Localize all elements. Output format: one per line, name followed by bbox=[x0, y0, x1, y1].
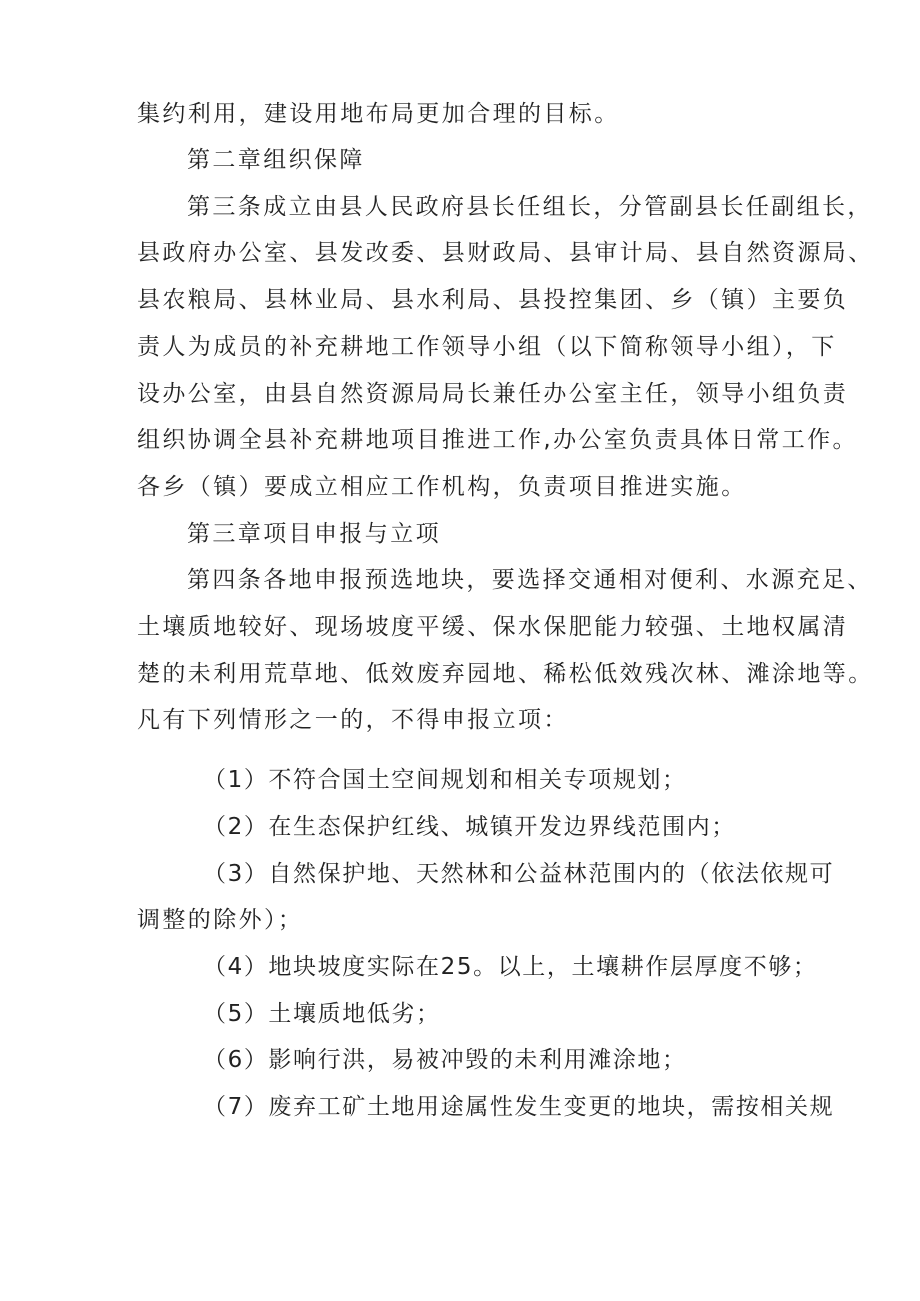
paragraph-line: 责人为成员的补充耕地工作领导小组（以下简称领导小组），下 bbox=[137, 334, 837, 360]
paragraph-line: 各乡（镇）要成立相应工作机构，负责项目推进实施。 bbox=[137, 474, 747, 500]
paragraph-line: 组织协调全县补充耕地项目推进工作,办公室负责具体日常工作。 bbox=[137, 427, 858, 453]
paragraph-line: 设办公室，由县自然资源局局长兼任办公室主任，领导小组负责 bbox=[137, 381, 849, 407]
paragraph-line: 集约利用，建设用地布局更加合理的目标。 bbox=[137, 101, 620, 127]
list-item: （4）地块坡度实际在25。以上，土壤耕作层厚度不够； bbox=[203, 954, 818, 980]
list-item: （2）在生态保护红线、城镇开发边界线范围内； bbox=[203, 814, 736, 840]
list-item: （6）影响行洪，易被冲毁的未利用滩涂地； bbox=[203, 1047, 687, 1073]
list-item: （1）不符合国土空间规划和相关专项规划； bbox=[203, 767, 687, 793]
paragraph-line: 楚的未利用荒草地、低效废弃园地、稀松低效残次林、滩涂地等。 bbox=[137, 661, 874, 687]
chapter-heading: 第二章组织保障 bbox=[187, 147, 365, 173]
paragraph-line: 第三条成立由县人民政府县长任组长，分管副县长任副组长， bbox=[187, 194, 873, 220]
list-item-continuation: 调整的除外）； bbox=[137, 907, 304, 933]
list-item: （3）自然保护地、天然林和公益林范围内的（依法依规可 bbox=[203, 861, 835, 887]
paragraph-line: 县农粮局、县林业局、县水利局、县投控集团、乡（镇）主要负 bbox=[137, 287, 849, 313]
paragraph-line: 土壤质地较好、现场坡度平缓、保水保肥能力较强、土地权属清 bbox=[137, 614, 849, 640]
chapter-heading: 第三章项目申报与立项 bbox=[187, 521, 441, 547]
paragraph-line: 凡有下列情形之一的，不得申报立项： bbox=[137, 707, 569, 733]
paragraph-line: 第四条各地申报预选地块，要选择交通相对便利、水源充足、 bbox=[187, 567, 873, 593]
paragraph-line: 县政府办公室、县发改委、县财政局、县审计局、县自然资源局、 bbox=[137, 240, 874, 266]
list-item: （5）土壤质地低劣； bbox=[203, 1001, 441, 1027]
list-item: （7）废弃工矿土地用途属性发生变更的地块，需按相关规 bbox=[203, 1094, 835, 1120]
